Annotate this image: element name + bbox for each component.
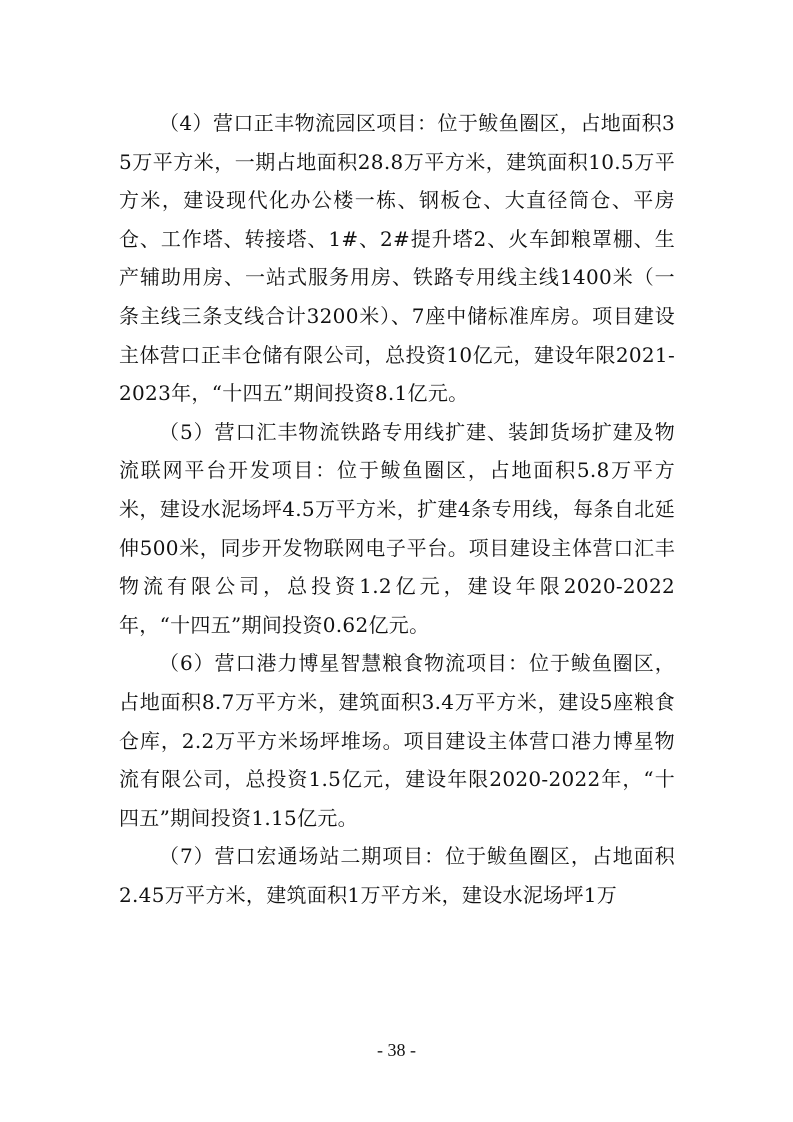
paragraph-project-6: （6）营口港力博星智慧粮食物流项目：位于鲅鱼圈区，占地面积8.7万平方米，建筑面积3.4万平方米，建设5座粮食仓库，2.2万平方米场坪堆场。项目建设主体营口港力博星物流有限公司，总投资1.5亿元，建设年限2020-2022年，“十四五”期间投资1.15亿元。: [119, 651, 675, 830]
paragraph-project-5: （5）营口汇丰物流铁路专用线扩建、装卸货场扩建及物流联网平台开发项目：位于鲅鱼圈区，占地面积5.8万平方米，建设水泥场坪4.5万平方米，扩建4条专用线，每条自北延伸500米，同步开发物联网电子平台。项目建设主体营口汇丰物流有限公司，总投资1.2亿元，建设年限2020-2022年，“十四五”期间投资0.62亿元。: [119, 419, 675, 637]
paragraph-project-4: （4）营口正丰物流园区项目：位于鲅鱼圈区，占地面积35万平方米，一期占地面积28.8万平方米，建筑面积10.5万平方米，建设现代化办公楼一栋、钢板仓、大直径筒仓、平房仓、工作塔、转接塔、1#、2#提升塔2、火车卸粮罩棚、生产辅助用房、一站式服务用房、铁路专用线主线1400米（一条主线三条支线合计3200米）、7座中储标准库房。项目建设主体营口正丰仓储有限公司，总投资10亿元，建设年限2021-2023年，“十四五”期间投资8.1亿元。: [119, 111, 675, 406]
document-body: [119, 104, 675, 914]
page-number: - 38 -: [377, 1040, 416, 1060]
paragraph-project-7: （7）营口宏通场站二期项目：位于鲅鱼圈区，占地面积2.45万平方米，建筑面积1万平方米，建设水泥场坪1万: [119, 844, 675, 907]
